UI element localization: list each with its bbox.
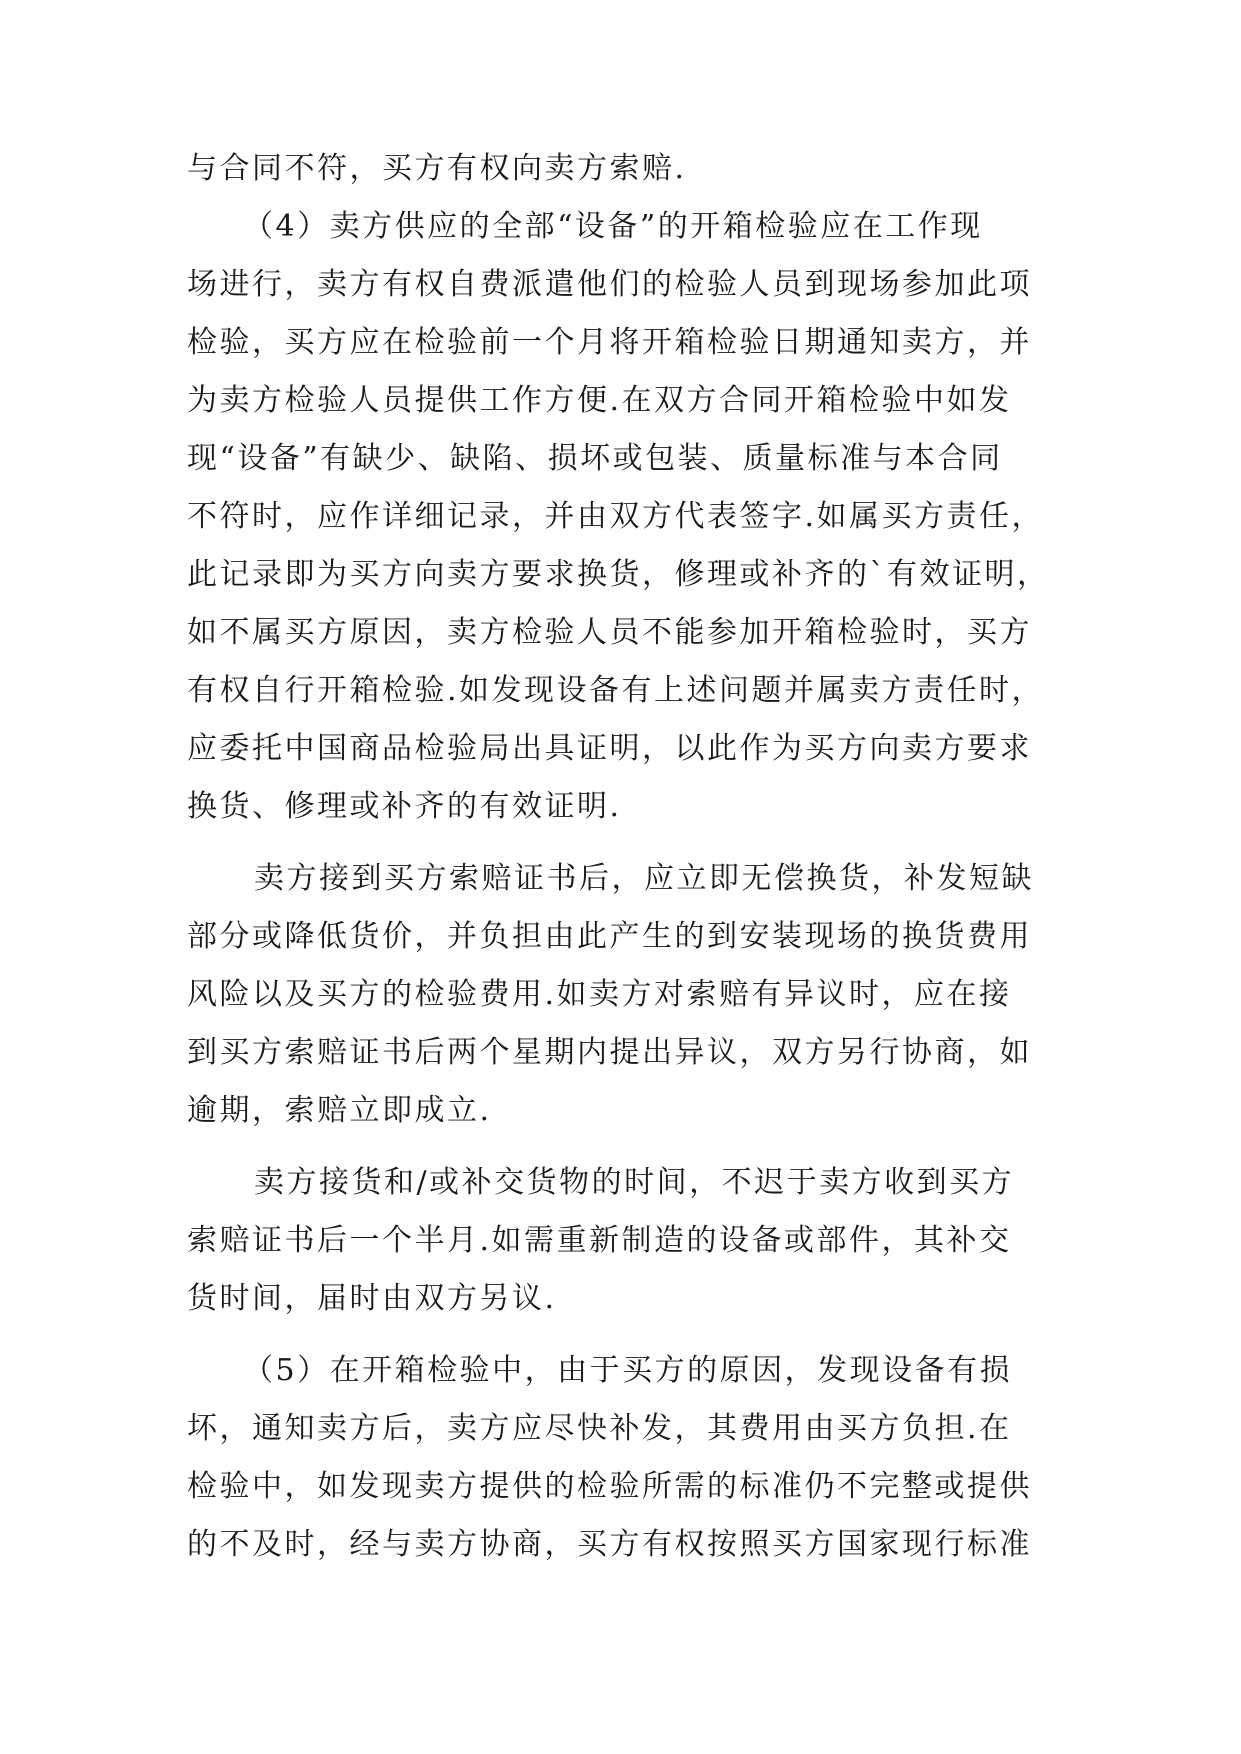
text-line: 的不及时，经与卖方协商，买方有权按照买方国家现行标准: [187, 1527, 1032, 1562]
text-line: 不符时，应作详细记录，并由双方代表签字.如属买方责任，: [187, 499, 1045, 534]
text-line: 货时间，届时由双方另议.: [187, 1281, 557, 1316]
text-line: 为卖方检验人员提供工作方便.在双方合同开箱检验中如发: [187, 383, 1012, 418]
text-line: 部分或降低货价，并负担由此产生的到安装现场的换货费用: [187, 919, 1032, 954]
text-line: 索赔证书后一个半月.如需重新制造的设备或部件，其补交: [187, 1223, 1012, 1258]
text-line: 逾期，索赔立即成立.: [187, 1093, 492, 1128]
text-line: 风险以及买方的检验费用.如卖方对索赔有异议时，应在接: [187, 977, 1012, 1012]
paragraph-start-line: 卖方接货和/或补交货物的时间，不迟于卖方收到买方: [254, 1165, 1015, 1200]
text-line: 应委托中国商品检验局出具证明，以此作为买方向卖方要求: [187, 731, 1032, 766]
paragraph-start-line: （4）卖方供应的全部“设备”的开箱检验应在工作现: [243, 209, 983, 244]
text-line: 坏，通知卖方后，卖方应尽快补发，其费用由买方负担.在: [187, 1411, 1012, 1446]
text-line: 换货、修理或补齐的有效证明.: [187, 789, 622, 824]
text-line: 如不属买方原因，卖方检验人员不能参加开箱检验时，买方: [187, 615, 1032, 650]
text-line: 检验，买方应在检验前一个月将开箱检验日期通知卖方，并: [187, 325, 1032, 360]
text-line: 现“设备”有缺少、缺陷、损坏或包装、质量标准与本合同: [187, 441, 1003, 476]
paragraph-start-line: 卖方接到买方索赔证书后，应立即无偿换货，补发短缺: [254, 861, 1034, 896]
text-line: 检验中，如发现卖方提供的检验所需的标准仍不完整或提供: [187, 1469, 1032, 1504]
text-line: 有权自行开箱检验.如发现设备有上述问题并属卖方责任时，: [187, 673, 1045, 708]
text-line: 与合同不符，买方有权向卖方索赔.: [187, 151, 687, 186]
text-line: 场进行，卖方有权自费派遣他们的检验人员到现场参加此项: [187, 267, 1032, 302]
paragraph-start-line: （5）在开箱检验中，由于买方的原因，发现设备有损: [243, 1353, 1013, 1388]
text-line: 到买方索赔证书后两个星期内提出异议，双方另行协商，如: [187, 1035, 1032, 1070]
text-line: 此记录即为买方向卖方要求换货，修理或补齐的`有效证明，: [187, 557, 1050, 592]
